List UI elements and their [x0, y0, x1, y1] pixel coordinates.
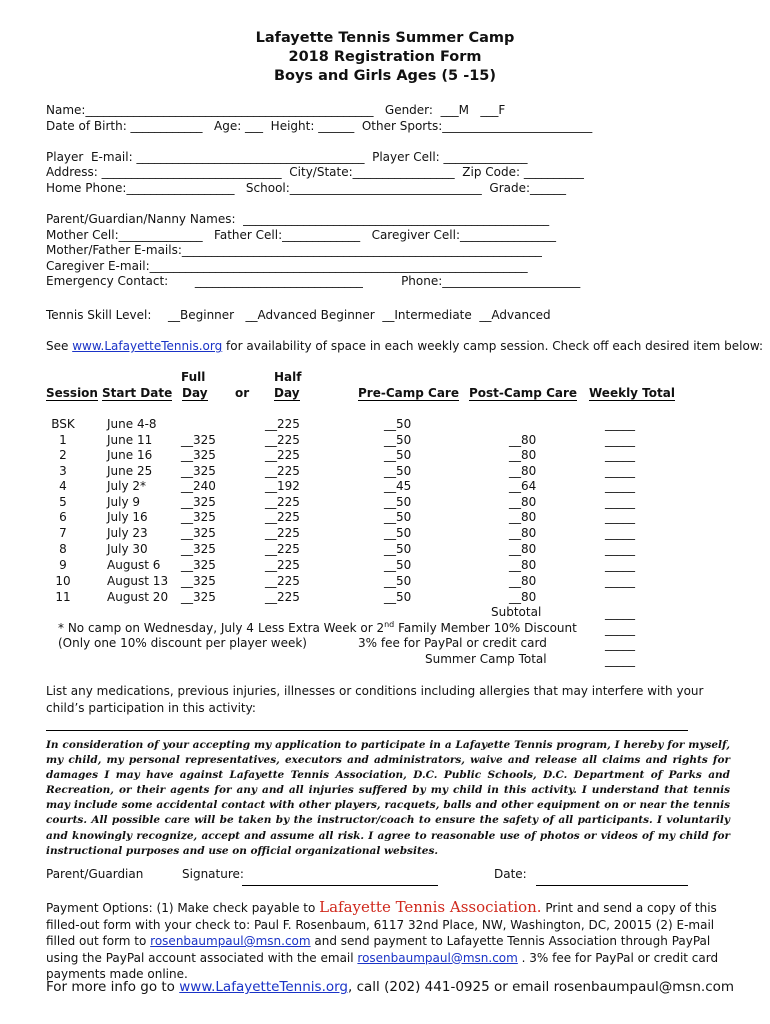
- footer-prefix: For more info go to: [46, 979, 180, 995]
- row-pre-camp[interactable]: __50: [384, 574, 412, 588]
- discount-sup: nd: [384, 620, 395, 629]
- row-full-day[interactable]: __325: [181, 542, 216, 556]
- row-post-camp[interactable]: __80: [509, 590, 537, 604]
- row-pre-camp[interactable]: __45: [384, 479, 412, 493]
- row-pre-camp[interactable]: __50: [384, 448, 412, 462]
- header-pre-camp: Pre-Camp Care: [358, 386, 459, 400]
- row-session: 8: [59, 542, 67, 556]
- row-session: 9: [59, 558, 67, 572]
- row-date: August 6: [107, 558, 161, 572]
- availability-prefix: See: [46, 339, 73, 353]
- row-half-day[interactable]: __225: [265, 558, 300, 572]
- row-weekly-total[interactable]: _____: [605, 542, 635, 556]
- row-date: July 23: [107, 526, 148, 540]
- camper-dob-age-height-row[interactable]: Date of Birth: ____________ Age: ___ Height: ______ Other Sports:_________________________: [46, 119, 593, 133]
- liability-waiver: In consideration of your accepting my application to participate in a Lafayette Tennis program, I hereby for myself, my child, my personal representatives, executors and administrators, waive and release all claims and rights for damages I may have against Lafayette Tennis Association, D.C. Public Schools, D.C. Department of Parks and Recreation, or their agents for any and all injuries suffered by my child in this activity. I understand that tennis may include some accidental contact with other players, racquets, balls and other equipment on or near the tennis courts. All possible care will be taken by the instructor/coach to ensure the safety of all participants. I voluntarily and knowingly recognize, accept and assume all risk. I agree to reasonable use of photos or videos of my child for instructional purposes and use on official organizational websites.: [46, 739, 730, 857]
- row-post-camp[interactable]: __80: [509, 542, 537, 556]
- header-full-day: Day: [182, 386, 208, 400]
- row-weekly-total[interactable]: _____: [605, 558, 635, 572]
- row-post-camp[interactable]: __80: [509, 558, 537, 572]
- medical-prompt: List any medications, previous injuries, illnesses or conditions including allergies that may interfere with your child’s participation in this activity:: [46, 684, 704, 715]
- discount-field[interactable]: _____: [605, 622, 635, 636]
- row-pre-camp[interactable]: __50: [384, 558, 412, 572]
- row-pre-camp[interactable]: __50: [384, 510, 412, 524]
- camper-name-gender-row[interactable]: Name:________________________________________________ Gender: ___M ___F: [46, 103, 506, 117]
- row-post-camp[interactable]: __80: [509, 510, 537, 524]
- row-pre-camp[interactable]: __50: [384, 433, 412, 447]
- parent-emails-row[interactable]: Mother/Father E-mails:____________________________________________________________: [46, 243, 542, 257]
- row-session: 10: [55, 574, 71, 588]
- summer-total-label: Summer Camp Total: [425, 652, 547, 666]
- payment-text-2: Print and send a copy of this filled-out form with your check to: Paul F. Rosenbaum, 6117 32nd Place, NW, Washington, DC, 20015 (2) E-mail filled out form to: [46, 901, 717, 948]
- row-post-camp[interactable]: __80: [509, 495, 537, 509]
- website-link[interactable]: www.LafayetteTennis.org: [72, 339, 223, 353]
- row-post-camp[interactable]: __80: [509, 433, 537, 447]
- row-pre-camp[interactable]: __50: [384, 464, 412, 478]
- subtotal-field[interactable]: _____: [605, 606, 635, 620]
- row-full-day[interactable]: __325: [181, 510, 216, 524]
- row-date: July 16: [107, 510, 148, 524]
- header-post-camp: Post-Camp Care: [469, 386, 578, 400]
- row-date: July 2*: [107, 479, 147, 493]
- row-post-camp[interactable]: __80: [509, 574, 537, 588]
- row-half-day[interactable]: __225: [265, 526, 300, 540]
- row-half-day[interactable]: __225: [265, 590, 300, 604]
- row-session: 1: [59, 433, 67, 447]
- footer-contact: [46, 979, 734, 995]
- row-weekly-total[interactable]: _____: [605, 479, 635, 493]
- row-half-day[interactable]: __225: [265, 574, 300, 588]
- signature-label: Signature:: [182, 867, 244, 881]
- header-full-top: Full: [181, 370, 206, 384]
- form-title-line2: 2018 Registration Form: [288, 49, 482, 65]
- row-date: June 4-8: [107, 417, 157, 431]
- row-pre-camp[interactable]: __50: [384, 542, 412, 556]
- row-full-day[interactable]: __325: [181, 448, 216, 462]
- row-session: 3: [59, 464, 67, 478]
- discount-text-pre: Less Extra Week or 2: [258, 621, 385, 635]
- email-link-2[interactable]: rosenbaumpaul@msn.com: [357, 950, 518, 965]
- row-post-camp[interactable]: __80: [509, 464, 537, 478]
- row-weekly-total[interactable]: _____: [605, 448, 635, 462]
- form-title-line1: Lafayette Tennis Summer Camp: [255, 30, 515, 46]
- row-post-camp[interactable]: __80: [509, 448, 537, 462]
- header-or: or: [235, 386, 250, 400]
- header-session: Session: [46, 386, 98, 400]
- footer-website-link[interactable]: www.LafayetteTennis.org: [179, 979, 349, 995]
- medical-answer-line[interactable]: [46, 730, 688, 731]
- camper-phone-school-row[interactable]: Home Phone:__________________ School:________________________________ Grade:______: [46, 181, 567, 195]
- header-half-day: Day: [274, 386, 300, 400]
- row-session: BSK: [51, 417, 75, 431]
- row-half-day[interactable]: __225: [265, 448, 300, 462]
- footer-suffix: , call (202) 441-0925 or email rosenbaumpaul@msn.com: [348, 979, 735, 995]
- subtotal-label: Subtotal: [491, 605, 542, 619]
- row-date: June 11: [107, 433, 153, 447]
- form-title-line3: Boys and Girls Ages (5 -15): [273, 68, 497, 84]
- row-full-day[interactable]: __325: [181, 558, 216, 572]
- date-line[interactable]: [536, 885, 688, 886]
- row-date: August 13: [107, 574, 169, 588]
- row-pre-camp[interactable]: __50: [384, 526, 412, 540]
- row-session: 7: [59, 526, 67, 540]
- row-full-day[interactable]: __325: [181, 433, 216, 447]
- camper-address-row[interactable]: Address: ______________________________ City/State:_________________ Zip Code: __________: [46, 165, 584, 179]
- emergency-contact-row[interactable]: Emergency Contact: ____________________________ Phone:_______________________: [46, 274, 581, 288]
- row-weekly-total[interactable]: _____: [605, 433, 635, 447]
- fee-label: 3% fee for PayPal or credit card: [358, 636, 547, 650]
- parent-cells-row[interactable]: Mother Cell:______________ Father Cell:_____________ Caregiver Cell:________________: [46, 228, 557, 242]
- row-full-day[interactable]: __325: [181, 495, 216, 509]
- row-full-day[interactable]: __325: [181, 590, 216, 604]
- row-post-camp[interactable]: __80: [509, 526, 537, 540]
- row-half-day[interactable]: __225: [265, 417, 300, 431]
- row-session: 6: [59, 510, 67, 524]
- email-link-1[interactable]: rosenbaumpaul@msn.com: [150, 934, 311, 948]
- skill-level-options[interactable]: __Beginner __Advanced Beginner __Intermediate __Advanced: [168, 308, 551, 322]
- row-full-day[interactable]: __325: [181, 574, 216, 588]
- fee-field[interactable]: _____: [605, 637, 635, 651]
- row-weekly-total[interactable]: _____: [605, 574, 635, 588]
- header-half-top: Half: [274, 370, 302, 384]
- discount-text-post: Family Member 10% Discount: [394, 621, 577, 635]
- availability-line: [46, 339, 763, 354]
- row-half-day[interactable]: __225: [265, 542, 300, 556]
- availability-suffix: for availability of space in each weekly camp session. Check off each desired item below:: [222, 339, 764, 353]
- row-half-day[interactable]: __225: [265, 464, 300, 478]
- row-session: 5: [59, 495, 67, 509]
- row-pre-camp[interactable]: __50: [384, 495, 412, 509]
- signature-line[interactable]: [242, 885, 438, 886]
- camper-email-cell-row[interactable]: Player E-mail: ______________________________________ Player Cell: ______________: [46, 150, 528, 164]
- payment-options: [46, 899, 730, 983]
- payment-text-3: and send payment to Lafayette Tennis Association through PayPal using the PayPal account associated with the email: [46, 934, 711, 965]
- skill-level-label: Tennis Skill Level:: [46, 308, 152, 322]
- date-label: Date:: [494, 867, 527, 881]
- row-date: August 20: [107, 590, 169, 604]
- row-full-day[interactable]: __325: [181, 526, 216, 540]
- discount-note: (Only one 10% discount per player week): [58, 636, 307, 650]
- row-pre-camp[interactable]: __50: [384, 590, 412, 604]
- row-session: 11: [55, 590, 71, 604]
- row-session: 2: [59, 448, 67, 462]
- payee-name: Lafayette Tennis Association.: [319, 898, 542, 916]
- row-full-day[interactable]: __240: [181, 479, 216, 493]
- discount-label: [258, 621, 577, 636]
- payment-text-4: . 3% fee for PayPal or credit card payments made online.: [46, 950, 719, 981]
- row-date: July 30: [107, 542, 148, 556]
- row-weekly-total[interactable]: _____: [605, 495, 635, 509]
- row-date: June 16: [107, 448, 153, 462]
- caregiver-email-row[interactable]: Caregiver E-mail:_______________________________________________________________: [46, 259, 528, 273]
- row-session: 4: [59, 479, 67, 493]
- row-pre-camp[interactable]: __50: [384, 417, 412, 431]
- row-post-camp[interactable]: __64: [509, 479, 537, 493]
- row-weekly-total[interactable]: _____: [605, 464, 635, 478]
- row-full-day[interactable]: __325: [181, 464, 216, 478]
- header-weekly-total: Weekly Total: [589, 386, 675, 400]
- parent-guardian-label: Parent/Guardian: [46, 867, 144, 881]
- row-date: July 9: [107, 495, 141, 509]
- row-weekly-total[interactable]: _____: [605, 417, 635, 431]
- payment-text-1: Payment Options: (1) Make check payable to: [46, 901, 320, 915]
- row-half-day[interactable]: __225: [265, 510, 300, 524]
- parent-names-row[interactable]: Parent/Guardian/Nanny Names: ___________________________________________________: [46, 212, 550, 226]
- header-start-date: Start Date: [102, 386, 173, 400]
- row-date: June 25: [107, 464, 153, 478]
- row-half-day[interactable]: __225: [265, 495, 300, 509]
- july4-note: * No camp on Wednesday, July 4: [58, 621, 254, 635]
- row-half-day[interactable]: __192: [265, 479, 300, 493]
- row-half-day[interactable]: __225: [265, 433, 300, 447]
- row-weekly-total[interactable]: _____: [605, 526, 635, 540]
- row-weekly-total[interactable]: _____: [605, 510, 635, 524]
- summer-total-field[interactable]: _____: [605, 653, 635, 667]
